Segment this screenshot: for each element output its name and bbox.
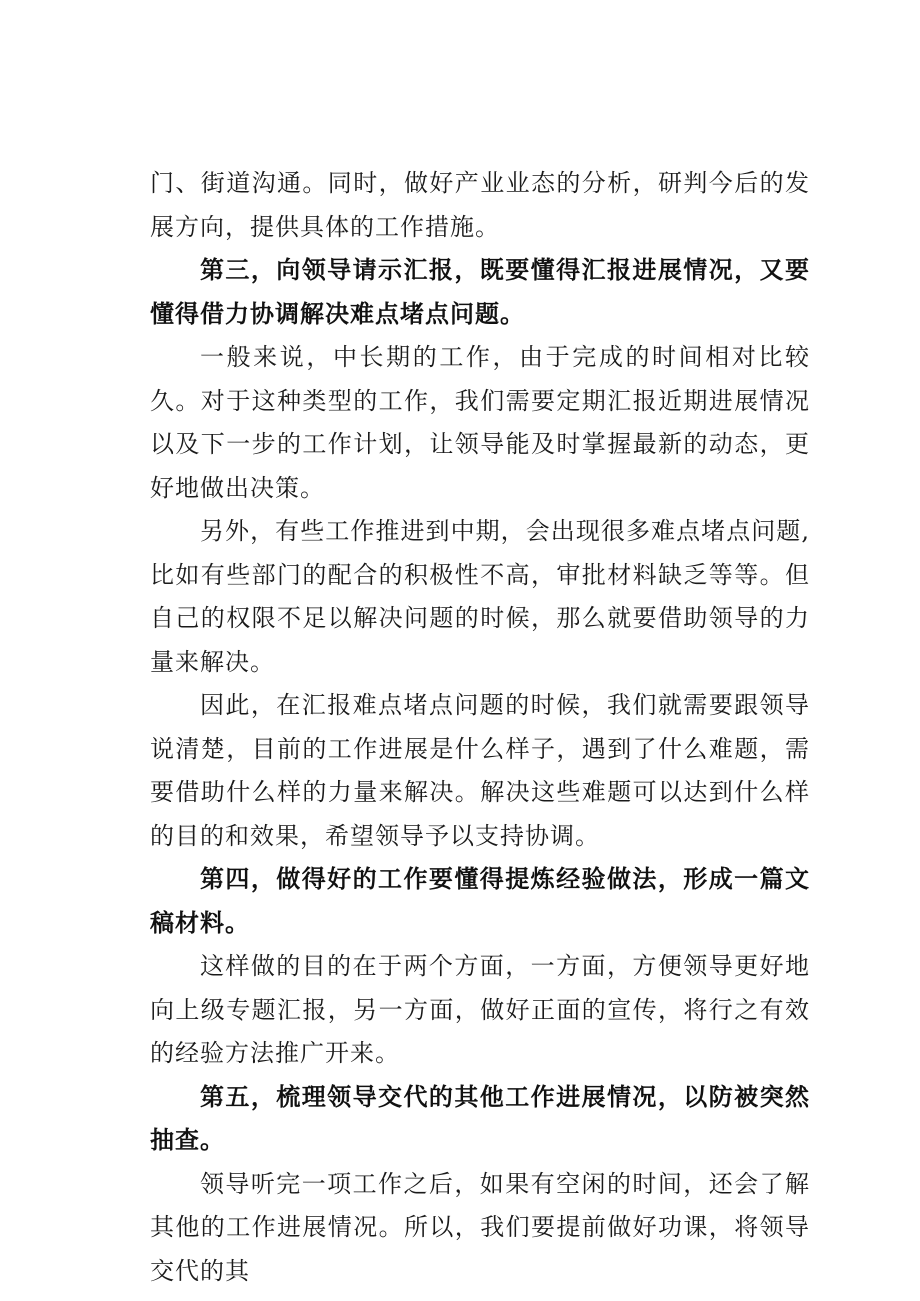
body-paragraph: 这样做的目的在于两个方面，一方面，方便领导更好地向上级专题汇报，另一方面，做好正面的宣传，将行之有效的经验方法推广开来。 [150, 952, 810, 1067]
section-heading-fourth: 第四，做得好的工作要懂得提炼经验做法，形成一篇文稿材料。 [150, 865, 810, 937]
section-heading-fifth: 第五，梳理领导交代的其他工作进展情况，以防被突然抽查。 [150, 1082, 810, 1154]
body-paragraph: 一般来说，中长期的工作，由于完成的时间相对比较久。对于这种类型的工作，我们需要定期汇报近期进展情况以及下一步的工作计划，让领导能及时掌握最新的动态，更好地做出决策。 [150, 343, 810, 502]
body-paragraph: 领导听完一项工作之后，如果有空闲的时间，还会了解其他的工作进展情况。所以，我们要提前做好功课，将领导交代的其 [150, 1169, 810, 1285]
body-paragraph: 因此，在汇报难点堵点问题的时候，我们就需要跟领导说清楚，目前的工作进展是什么样子，遇到了什么难题，需要借助什么样的力量来解决。解决这些难题可以达到什么样的目的和效果，希望领导予以支持协调。 [150, 691, 810, 850]
body-paragraph: 门、街道沟通。同时，做好产业业态的分析，研判今后的发展方向，提供具体的工作措施。 [150, 169, 810, 241]
section-heading-third: 第三，向领导请示汇报，既要懂得汇报进展情况，又要懂得借力协调解决难点堵点问题。 [150, 256, 810, 328]
document-body [150, 162, 810, 1293]
body-paragraph: 另外，有些工作推进到中期，会出现很多难点堵点问题,比如有些部门的配合的积极性不高，审批材料缺乏等等。但自己的权限不足以解决问题的时候，那么就要借助领导的力量来解决。 [150, 517, 810, 676]
